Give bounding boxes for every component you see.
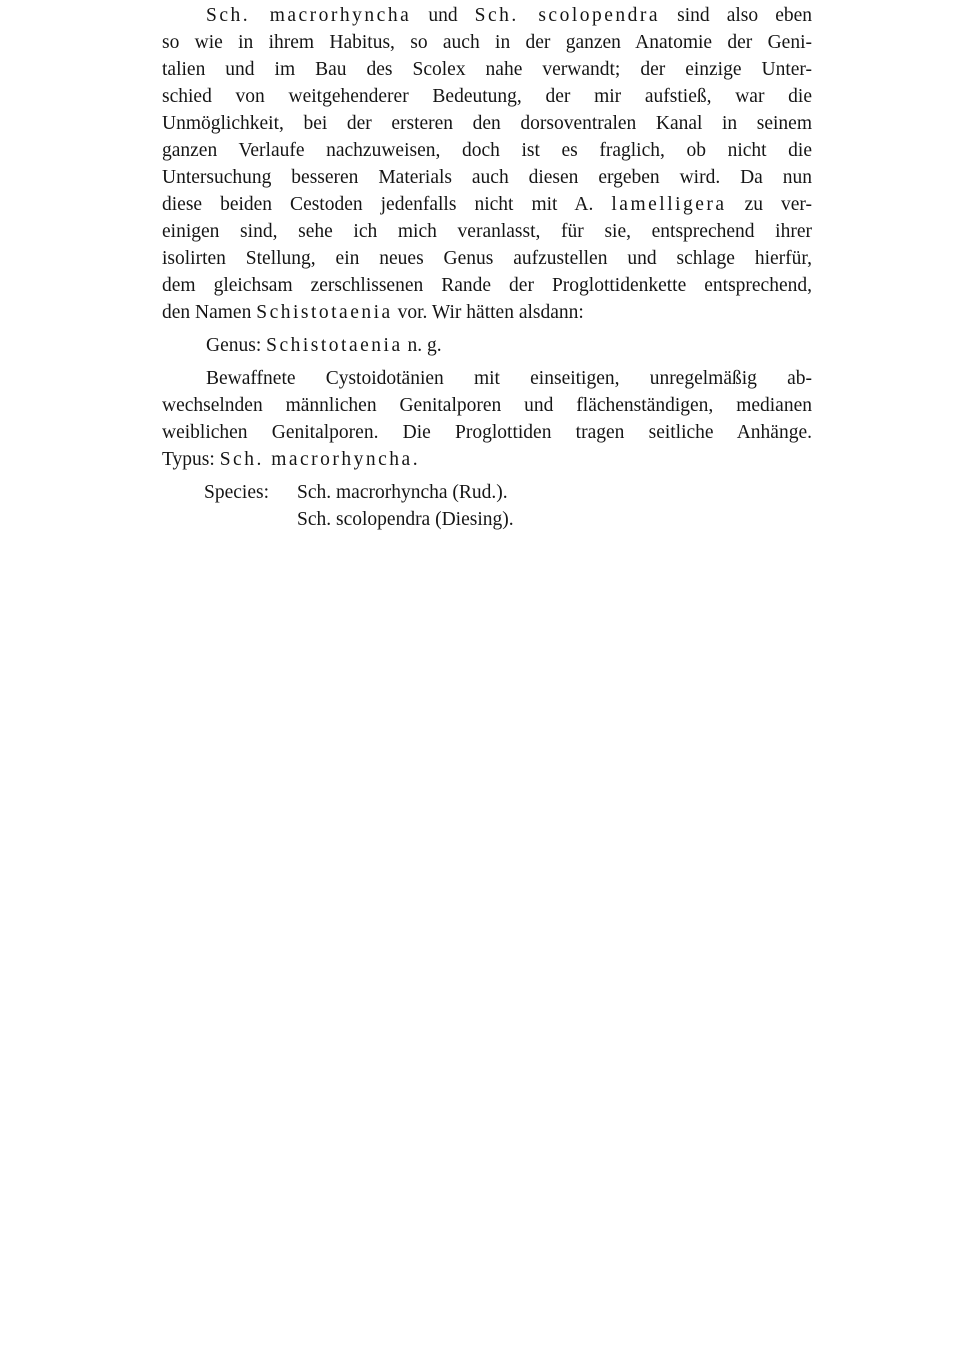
text-line: Unmöglichkeit, bei der ersteren den dorsoventralen Kanal in seinem	[162, 113, 812, 134]
text-line: Bewaffnete Cystoidotänien mit einseitigen, unregelmäßig ab-	[206, 368, 812, 389]
genus-suffix: n. g.	[407, 335, 442, 356]
text-line	[162, 191, 812, 218]
text-line: so wie in ihrem Habitus, so auch in der ganzen Anatomie der Geni-	[162, 32, 812, 53]
typus-line	[162, 446, 812, 473]
text-span: vor. Wir hätten alsdann:	[397, 302, 584, 323]
text-span: sind also eben	[677, 5, 813, 26]
text-span: zu ver-	[744, 194, 813, 215]
text-line	[162, 299, 812, 326]
genus-label: Genus:	[206, 335, 262, 356]
text-span: den Namen	[162, 302, 252, 323]
species-item: Sch. macrorhyncha (Rud.).	[297, 482, 508, 503]
paragraph-diagnosis	[162, 365, 812, 473]
text-span: und	[428, 5, 458, 26]
text-line: Untersuchung besseren Materials auch diesen ergeben wird. Da nun	[162, 167, 812, 188]
genus-line	[162, 332, 812, 359]
species-list	[162, 479, 812, 533]
species-indent-spacer	[162, 506, 297, 533]
species-name-emphasis: Sch. scolopendra	[474, 5, 661, 26]
genus-name-emphasis: Schistotaenia	[256, 302, 393, 323]
text-line: talien und im Bau des Scolex nahe verwandt; der einzige Unter-	[162, 59, 812, 80]
text-line	[162, 2, 812, 29]
text-line: weiblichen Genitalporen. Die Proglottiden tragen seitliche Anhänge.	[162, 422, 812, 443]
species-name-emphasis: Sch. macrorhyncha	[206, 5, 412, 26]
species-name-emphasis: lamelligera	[611, 194, 727, 215]
species-row	[162, 479, 812, 506]
text-line: einigen sind, sehe ich mich veranlasst, für sie, entsprechend ihrer	[162, 221, 812, 242]
text-span: diese beiden Cestoden jedenfalls nicht mit A.	[162, 194, 594, 215]
species-item: Sch. scolopendra (Diesing).	[297, 509, 514, 530]
typus-label: Typus:	[162, 449, 215, 470]
species-label: Species:	[204, 482, 269, 503]
species-row	[162, 506, 812, 533]
text-line: wechselnden männlichen Genitalporen und flächenständigen, medianen	[162, 395, 812, 416]
text-line: schied von weitgehenderer Bedeutung, der mir aufstieß, war die	[162, 86, 812, 107]
genus-name-emphasis: Schistotaenia	[266, 335, 403, 356]
species-name-emphasis: Sch. macrorhyncha.	[219, 449, 421, 470]
text-block	[162, 2, 812, 533]
text-line: ganzen Verlaufe nachzuweisen, doch ist es fraglich, ob nicht die	[162, 140, 812, 161]
text-line: isolirten Stellung, ein neues Genus aufzustellen und schlage hierfür,	[162, 248, 812, 269]
text-line: dem gleichsam zerschlissenen Rande der Proglottidenkette entsprechend,	[162, 275, 812, 296]
paragraph-intro	[162, 2, 812, 326]
